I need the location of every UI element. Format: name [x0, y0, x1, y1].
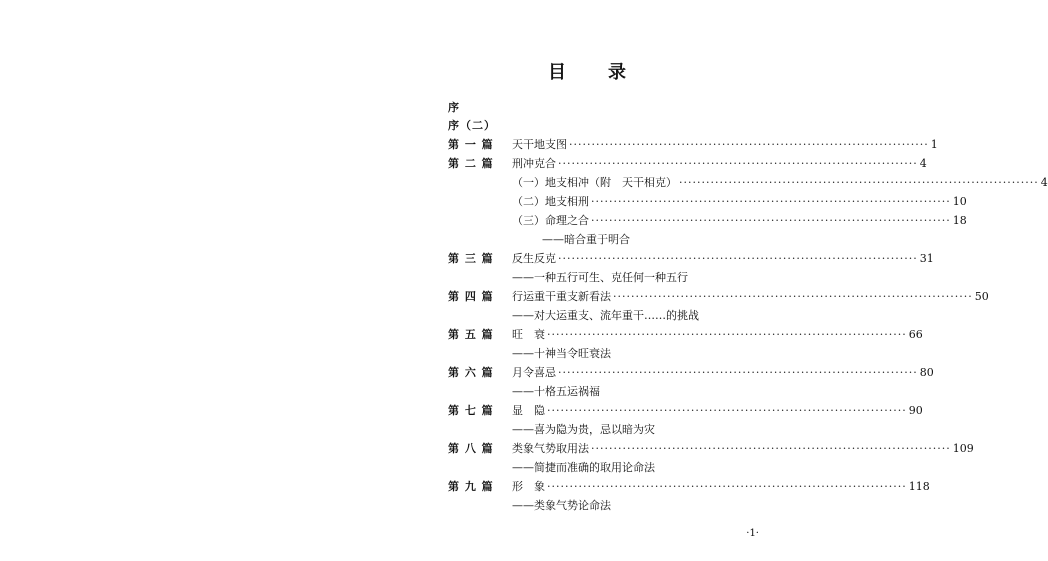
chapter-page-number: 1 [930, 138, 938, 151]
chapter-entry [512, 289, 989, 305]
chapter-title: 刑冲克合 [512, 157, 556, 170]
toc-entry [446, 479, 930, 495]
toc-subtitle-row [446, 232, 746, 248]
chapter-entry [512, 327, 923, 343]
leader-dots: ················································································ [547, 480, 907, 493]
preface-2: 序（二） [448, 119, 496, 132]
toc-entry [446, 156, 927, 172]
preface-1: 序 [448, 101, 460, 114]
chapter-subtitle: ——类象气势论命法 [512, 499, 611, 512]
leader-dots: ················································································ [591, 442, 951, 455]
chapter-title: 反生反克 [512, 252, 556, 265]
chapter-entry [512, 403, 923, 419]
leader-dots: ················································································ [591, 195, 951, 208]
chapter-label: 第 四 篇 [448, 290, 494, 303]
chapter-label: 第 六 篇 [448, 366, 494, 379]
chapter-page-number: 90 [908, 404, 923, 417]
toc-entry [446, 251, 934, 267]
chapter-entry [512, 479, 930, 495]
chapter-entry [512, 213, 967, 229]
toc-entry [446, 289, 989, 305]
chapter-title: 形 象 [512, 480, 545, 493]
toc-title [548, 58, 626, 84]
chapter-page-number: 31 [919, 252, 934, 265]
toc-subtitle-row [446, 346, 746, 362]
leader-dots: ················································································ [558, 366, 918, 379]
toc-entry [446, 194, 967, 210]
chapter-label: 第 五 篇 [448, 328, 494, 341]
chapter-entry [512, 175, 1048, 191]
chapter-title: （一）地支相冲（附 天干相克） [512, 176, 677, 189]
toc-subtitle-row [446, 422, 746, 438]
chapter-title: 显 隐 [512, 404, 545, 417]
chapter-subtitle: ——十格五运祸福 [512, 385, 600, 398]
chapter-label: 第 二 篇 [448, 157, 494, 170]
chapter-entry [512, 365, 934, 381]
leader-dots: ················································································ [547, 328, 907, 341]
toc-title-char-1: 目 [548, 62, 566, 83]
toc-entry [446, 403, 923, 419]
chapter-subtitle: ——暗合重于明合 [542, 233, 630, 246]
chapter-title: 行运重干重支新看法 [512, 290, 611, 303]
toc-subtitle-row [446, 384, 746, 400]
chapter-title: 旺 衰 [512, 328, 545, 341]
leader-dots: ················································································ [558, 252, 918, 265]
chapter-title: 类象气势取用法 [512, 442, 589, 455]
chapter-label: 第 七 篇 [448, 404, 494, 417]
leader-dots: ················································································ [547, 404, 907, 417]
toc-subtitle-row [446, 460, 746, 476]
chapter-page-number: 10 [952, 195, 967, 208]
chapter-page-number: 80 [919, 366, 934, 379]
toc-entry [446, 137, 938, 153]
chapter-entry [512, 441, 974, 457]
leader-dots: ················································································ [591, 214, 951, 227]
toc-entry [446, 365, 934, 381]
chapter-subtitle: ——对大运重支、流年重干……的挑战 [512, 309, 699, 322]
chapter-label: 第 一 篇 [448, 138, 494, 151]
leader-dots: ················································································ [569, 138, 929, 151]
chapter-page-number: 50 [974, 290, 989, 303]
chapter-entry [512, 251, 934, 267]
toc-entry [446, 175, 1048, 191]
chapter-label: 第 九 篇 [448, 480, 494, 493]
chapter-label: 第 三 篇 [448, 252, 494, 265]
chapter-entry [512, 194, 967, 210]
toc-entry [446, 441, 974, 457]
chapter-page-number: 66 [908, 328, 923, 341]
chapter-subtitle: ——简捷而准确的取用论命法 [512, 461, 655, 474]
toc-entry [446, 213, 967, 229]
leader-dots: ················································································ [558, 157, 918, 170]
toc-subtitle-row [446, 498, 746, 514]
chapter-title: 月令喜忌 [512, 366, 556, 379]
toc-entry [446, 327, 923, 343]
chapter-entry [512, 137, 938, 153]
toc-subtitle-row [446, 308, 746, 324]
chapter-label: 第 八 篇 [448, 442, 494, 455]
chapter-subtitle: ——一种五行可生、克任何一种五行 [512, 271, 688, 284]
chapter-page-number: 18 [952, 214, 967, 227]
leader-dots: ················································································ [679, 176, 1039, 189]
toc-title-char-2: 录 [608, 62, 626, 83]
chapter-title: （三）命理之合 [512, 214, 589, 227]
chapter-page-number: 4 [919, 157, 927, 170]
chapter-page-number: 4 [1040, 176, 1048, 189]
chapter-entry [512, 156, 927, 172]
chapter-title: （二）地支相刑 [512, 195, 589, 208]
chapter-title: 天干地支图 [512, 138, 567, 151]
chapter-subtitle: ——十神当令旺衰法 [512, 347, 611, 360]
leader-dots: ················································································ [613, 290, 973, 303]
chapter-page-number: 118 [908, 480, 930, 493]
toc-subtitle-row [446, 270, 746, 286]
page-number: ·1· [746, 528, 759, 539]
chapter-page-number: 109 [952, 442, 974, 455]
chapter-subtitle: ——喜为隐为贵，忌以暗为灾 [512, 423, 655, 436]
